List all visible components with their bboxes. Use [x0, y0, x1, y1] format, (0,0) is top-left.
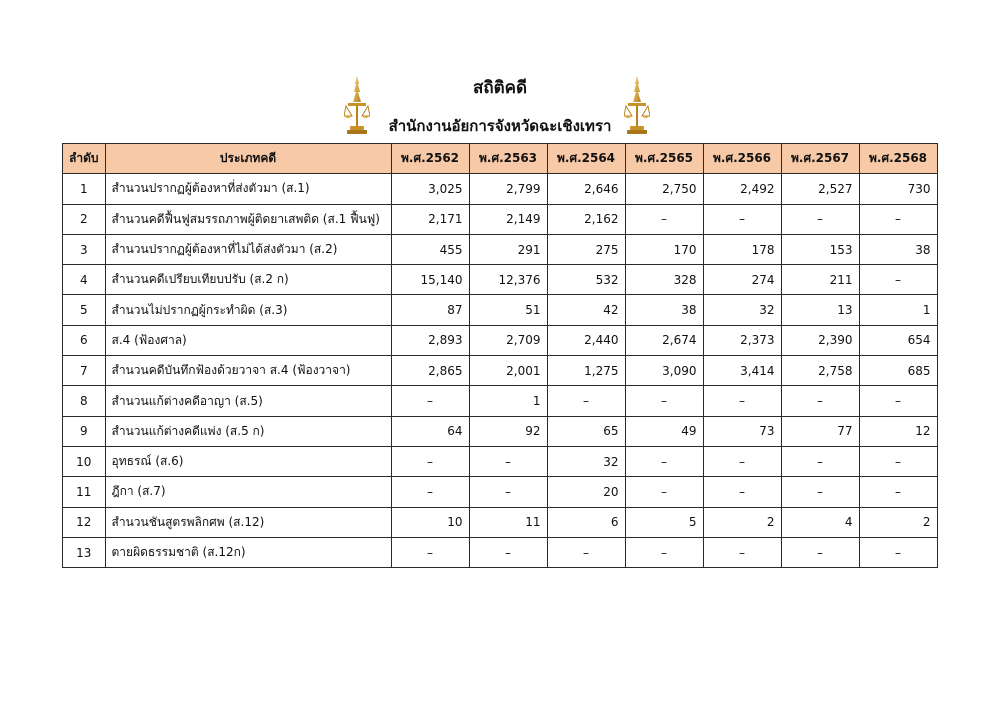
year-value-cell: 87 — [391, 295, 469, 325]
table-row — [63, 477, 938, 507]
row-number-cell: 11 — [63, 477, 106, 507]
year-value-cell: 2,799 — [469, 174, 547, 204]
year-value-cell: 92 — [469, 416, 547, 446]
year-value-cell: 2,171 — [391, 204, 469, 234]
year-value-cell: 1,275 — [547, 356, 625, 386]
year-value-cell: – — [625, 446, 703, 476]
year-value-cell: 153 — [781, 234, 859, 264]
year-value-cell: 49 — [625, 416, 703, 446]
year-value-cell: 11 — [469, 507, 547, 537]
year-value-cell: 685 — [859, 356, 937, 386]
case-type-cell: สำนวนปรากฏผู้ต้องหาที่ส่งตัวมา (ส.1) — [105, 174, 391, 204]
case-type-cell: สำนวนไม่ปรากฏผู้กระทำผิด (ส.3) — [105, 295, 391, 325]
year-value-cell: 38 — [625, 295, 703, 325]
year-value-cell: – — [469, 446, 547, 476]
year-value-cell: 32 — [703, 295, 781, 325]
year-value-cell: – — [625, 537, 703, 567]
table-row — [63, 507, 938, 537]
page-title: สถิติคดี — [472, 78, 528, 98]
table-body — [63, 174, 938, 568]
year-value-cell: 73 — [703, 416, 781, 446]
year-value-cell: 12,376 — [469, 265, 547, 295]
table-row — [63, 204, 938, 234]
year-value-cell: – — [547, 537, 625, 567]
column-header: พ.ศ.2566 — [703, 144, 781, 174]
column-header: พ.ศ.2568 — [859, 144, 937, 174]
year-value-cell: 328 — [625, 265, 703, 295]
year-value-cell: 42 — [547, 295, 625, 325]
row-number-cell: 5 — [63, 295, 106, 325]
year-value-cell: 1 — [469, 386, 547, 416]
year-value-cell: – — [625, 477, 703, 507]
year-value-cell: – — [547, 386, 625, 416]
year-value-cell: 275 — [547, 234, 625, 264]
year-value-cell: 730 — [859, 174, 937, 204]
year-value-cell: – — [859, 265, 937, 295]
year-value-cell: 12 — [859, 416, 937, 446]
year-value-cell: 64 — [391, 416, 469, 446]
row-number-cell: 8 — [63, 386, 106, 416]
document-header — [0, 0, 1000, 140]
year-value-cell: 2,001 — [469, 356, 547, 386]
year-value-cell: 274 — [703, 265, 781, 295]
year-value-cell: 2,646 — [547, 174, 625, 204]
year-value-cell: 3,025 — [391, 174, 469, 204]
year-value-cell: – — [703, 537, 781, 567]
year-value-cell: 2,492 — [703, 174, 781, 204]
case-type-cell: อุทธรณ์ (ส.6) — [105, 446, 391, 476]
year-value-cell: – — [703, 386, 781, 416]
year-value-cell: 2,674 — [625, 325, 703, 355]
year-value-cell: – — [391, 446, 469, 476]
row-number-cell: 6 — [63, 325, 106, 355]
row-number-cell: 2 — [63, 204, 106, 234]
table-row — [63, 356, 938, 386]
year-value-cell: – — [859, 477, 937, 507]
year-value-cell: 2,162 — [547, 204, 625, 234]
year-value-cell: 1 — [859, 295, 937, 325]
table-row — [63, 537, 938, 567]
year-value-cell: – — [781, 477, 859, 507]
case-type-cell: สำนวนคดีฟื้นฟูสมรรถภาพผู้ติดยาเสพติด (ส.1 ฟื้นฟู) — [105, 204, 391, 234]
table-header-row — [63, 144, 938, 174]
year-value-cell: 4 — [781, 507, 859, 537]
year-value-cell: 455 — [391, 234, 469, 264]
statistics-table — [62, 143, 938, 568]
year-value-cell: 2 — [703, 507, 781, 537]
year-value-cell: – — [781, 386, 859, 416]
table-row — [63, 174, 938, 204]
year-value-cell: – — [625, 386, 703, 416]
year-value-cell: 20 — [547, 477, 625, 507]
year-value-cell: – — [781, 204, 859, 234]
year-value-cell: 5 — [625, 507, 703, 537]
case-type-cell: สำนวนแก้ต่างคดีอาญา (ส.5) — [105, 386, 391, 416]
year-value-cell: 2,390 — [781, 325, 859, 355]
year-value-cell: – — [859, 537, 937, 567]
year-value-cell: 2,758 — [781, 356, 859, 386]
year-value-cell: 170 — [625, 234, 703, 264]
row-number-cell: 3 — [63, 234, 106, 264]
case-type-cell: ตายผิดธรรมชาติ (ส.12ก) — [105, 537, 391, 567]
year-value-cell: 3,090 — [625, 356, 703, 386]
table-row — [63, 325, 938, 355]
year-value-cell: 6 — [547, 507, 625, 537]
year-value-cell: 2,893 — [391, 325, 469, 355]
year-value-cell: 2,750 — [625, 174, 703, 204]
case-type-cell: ส.4 (ฟ้องศาล) — [105, 325, 391, 355]
year-value-cell: 178 — [703, 234, 781, 264]
year-value-cell: 2,865 — [391, 356, 469, 386]
case-type-cell: สำนวนชันสูตรพลิกศพ (ส.12) — [105, 507, 391, 537]
case-type-cell: สำนวนปรากฏผู้ต้องหาที่ไม่ได้ส่งตัวมา (ส.2) — [105, 234, 391, 264]
table-row — [63, 446, 938, 476]
year-value-cell: 211 — [781, 265, 859, 295]
year-value-cell: 2,709 — [469, 325, 547, 355]
year-value-cell: – — [859, 386, 937, 416]
year-value-cell: – — [391, 477, 469, 507]
year-value-cell: – — [469, 477, 547, 507]
year-value-cell: 15,140 — [391, 265, 469, 295]
row-number-cell: 7 — [63, 356, 106, 386]
year-value-cell: – — [703, 204, 781, 234]
year-value-cell: 2,527 — [781, 174, 859, 204]
row-number-cell: 13 — [63, 537, 106, 567]
row-number-cell: 4 — [63, 265, 106, 295]
table-row — [63, 416, 938, 446]
case-type-cell: สำนวนคดีบันทึกฟ้องด้วยวาจา ส.4 (ฟ้องวาจา) — [105, 356, 391, 386]
row-number-cell: 12 — [63, 507, 106, 537]
column-header: พ.ศ.2567 — [781, 144, 859, 174]
column-header: พ.ศ.2564 — [547, 144, 625, 174]
row-number-cell: 10 — [63, 446, 106, 476]
year-value-cell: 65 — [547, 416, 625, 446]
row-number-cell: 1 — [63, 174, 106, 204]
year-value-cell: – — [781, 537, 859, 567]
year-value-cell: 10 — [391, 507, 469, 537]
year-value-cell: 654 — [859, 325, 937, 355]
year-value-cell: – — [703, 446, 781, 476]
year-value-cell: – — [781, 446, 859, 476]
year-value-cell: 77 — [781, 416, 859, 446]
column-header: พ.ศ.2563 — [469, 144, 547, 174]
column-header: ประเภทคดี — [105, 144, 391, 174]
year-value-cell: – — [391, 537, 469, 567]
office-name: สำนักงานอัยการจังหวัดฉะเชิงเทรา — [388, 117, 612, 135]
row-number-cell: 9 — [63, 416, 106, 446]
year-value-cell: – — [625, 204, 703, 234]
year-value-cell: – — [391, 386, 469, 416]
year-value-cell: 38 — [859, 234, 937, 264]
year-value-cell: – — [859, 204, 937, 234]
year-value-cell: – — [703, 477, 781, 507]
year-value-cell: 51 — [469, 295, 547, 325]
year-value-cell: 13 — [781, 295, 859, 325]
table-row — [63, 234, 938, 264]
column-header: พ.ศ.2565 — [625, 144, 703, 174]
case-type-cell: สำนวนแก้ต่างคดีแพ่ง (ส.5 ก) — [105, 416, 391, 446]
year-value-cell: – — [469, 537, 547, 567]
year-value-cell: 3,414 — [703, 356, 781, 386]
table-row — [63, 295, 938, 325]
table-row — [63, 386, 938, 416]
year-value-cell: 2,149 — [469, 204, 547, 234]
table-row — [63, 265, 938, 295]
year-value-cell: 2,440 — [547, 325, 625, 355]
case-type-cell: สำนวนคดีเปรียบเทียบปรับ (ส.2 ก) — [105, 265, 391, 295]
year-value-cell: 32 — [547, 446, 625, 476]
column-header: พ.ศ.2562 — [391, 144, 469, 174]
year-value-cell: – — [859, 446, 937, 476]
case-type-cell: ฎีกา (ส.7) — [105, 477, 391, 507]
year-value-cell: 2,373 — [703, 325, 781, 355]
column-header: ลำดับ — [63, 144, 106, 174]
year-value-cell: 532 — [547, 265, 625, 295]
year-value-cell: 291 — [469, 234, 547, 264]
year-value-cell: 2 — [859, 507, 937, 537]
